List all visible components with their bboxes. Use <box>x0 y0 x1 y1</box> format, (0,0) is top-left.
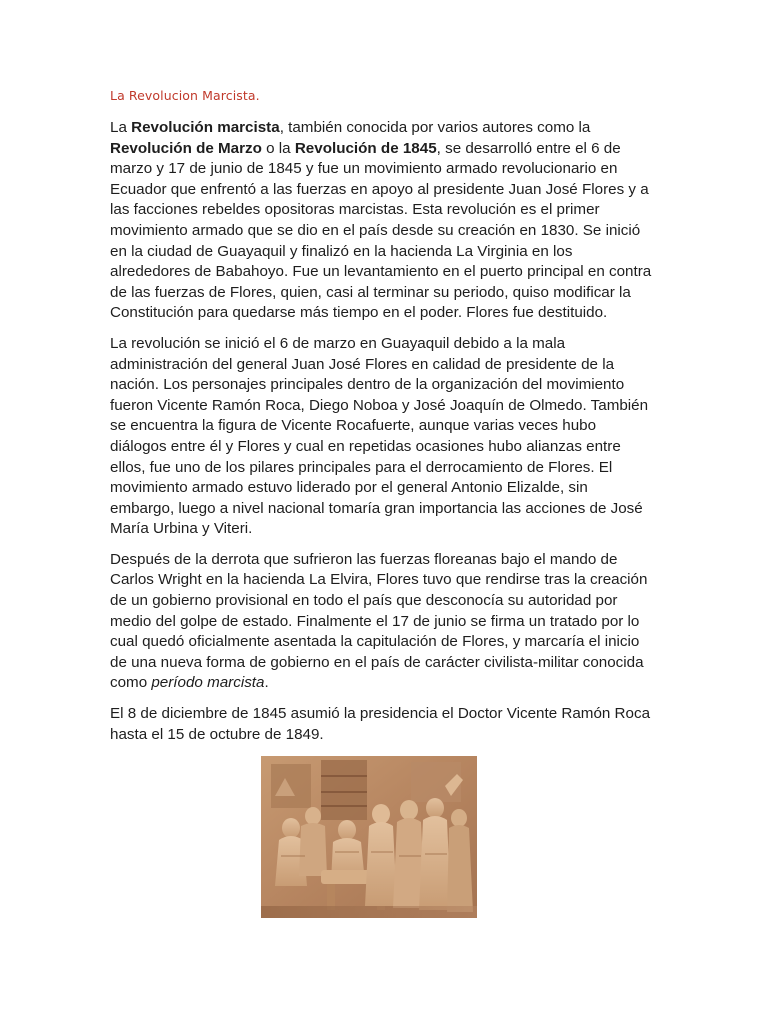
paragraph-1-text-d: , se desarrolló entre el 6 de marzo y 17 de junio de 1845 y fue un movimiento armado revolucionario en Ecuador que enfrentó a las fuerzas en apoyo al presidente Juan José Flores y a las facciones rebeldes opositoras marcistas. Esta revolución es el primer movimiento armado que se dio en el país desde su creación en 1830. Se inició en la ciudad de Guayaquil y finalizó en la hacienda La Virginia en los alrededores de Babahoyo. Fue un levantamiento en el puerto principal en contra de las fuerzas de Flores, quien, casi al terminar su periodo, quiso modificar la Constitución para quedarse más tiempo en el poder. Flores fue destituido. <box>110 139 652 322</box>
paragraph-4: El 8 de diciembre de 1845 asumió la presidencia el Doctor Vicente Ramón Roca hasta el 15 de octubre de 1849. <box>110 705 651 743</box>
term-revolucion-de-1845: Revolución de 1845 <box>294 139 437 157</box>
relief-sculpture-image <box>261 756 477 918</box>
paragraph-1-text-b: , también conocida por varios autores como la <box>279 119 591 136</box>
document-body <box>110 118 655 755</box>
paragraph-3-text-b: . <box>264 674 269 692</box>
paragraph-3-text-a: Después de la derrota que sufrieron las fuerzas floreanas bajo el mando de Carlos Wright en la hacienda La Elvira, Flores tuvo que rendirse tras la creación de un gobierno provisional en todo el país que desconocía su autoridad por medio del golpe de estado. Finalmente el 17 de junio se firma un tratado por lo cual quedó oficialmente asentada la capitulación de Flores, y marcaría el inicio de una nueva forma de gobierno en el país de carácter civilista-militar conocida como <box>110 550 648 692</box>
paragraph-1-text-a: La <box>110 119 132 136</box>
document-title: La Revolucion Marcista. <box>110 88 260 103</box>
term-periodo-marcista: período marcista <box>151 674 265 692</box>
term-revolucion-marcista: Revolución marcista <box>131 119 280 136</box>
term-revolucion-de-marzo: Revolución de Marzo <box>110 139 262 157</box>
paragraph-1-text-c: o la <box>261 139 295 157</box>
paragraph-2: La revolución se inició el 6 de marzo en Guayaquil debido a la mala administración del general Juan José Flores en calidad de presidente de la nación. Los personajes principales dentro de la organización del movimiento fueron Vicente Ramón Roca, Diego Noboa y José Joaquín de Olmedo. También se encuentra la figura de Vicente Rocafuerte, aunque varias veces hubo diálogos entre él y Flores y cual en repetidas ocasiones hubo alianzas entre ellos, fue uno de los pilares principales para el derrocamiento de Flores. El movimiento armado estuvo liderado por el general Antonio Elizalde, sin embargo, luego a nivel nacional tomaría gran importancia las acciones de José María Urbina y Viteri. <box>110 334 649 538</box>
paragraph-3 <box>110 550 655 694</box>
paragraph-1 <box>110 118 655 324</box>
